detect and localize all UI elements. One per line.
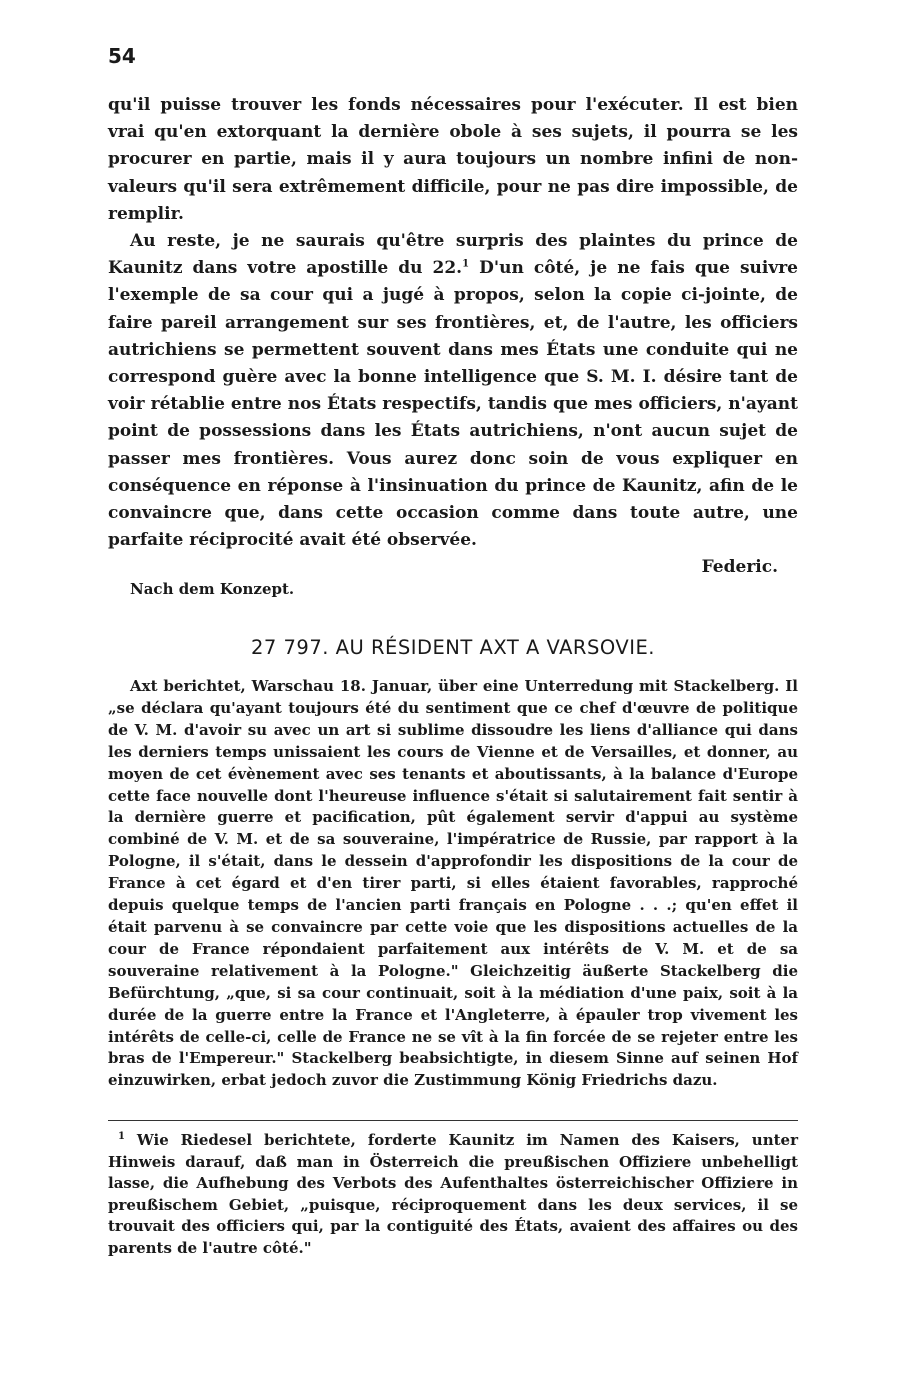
footnote-reference: 1: [462, 258, 470, 270]
summary-block: [108, 676, 798, 1092]
section-heading: 27 797. AU RÉSIDENT AXT A VARSOVIE.: [251, 636, 655, 659]
footnote-text: Wie Riedesel berichtete, forderte Kaunitz im Namen des Kaisers, unter Hinweis darauf, daß man in Österreich die preußischen Offiziere unbehelligt lasse, die Aufhebung des Verbots des Aufenthaltes österreichischer Offiziere in preußischem Gebiet, „puisque, réciproquement dans les deux services, il se trouvait des officiers qui, par la contiguité des États, avaient des affaires ou des parents de l'autre côté.": [108, 1131, 798, 1257]
footnote-block: [108, 1130, 798, 1260]
source-note: Nach dem Konzept.: [130, 580, 295, 598]
summary-paragraph: Axt berichtet, Warschau 18. Januar, über eine Unterredung mit Stackelberg. Il „se déclara qu'ayant toujours été du sentiment que ce chef d'œuvre de politique de V. M. d'avoir su avec un art si sublime dissoudre les liens d'alliance qui dans les derniers temps unissaient les cours de Vienne et de Versailles, et donner, au moyen de cet évènement avec ses tenants et aboutissants, à la balance d'Europe cette face nouvelle dont l'heureuse influence s'était si salutairement fait sentir à la dernière guerre et pacification, pût également servir d'appui au système combiné de V. M. et de sa souveraine, l'impératrice de Russie, par rapport à la Pologne, il s'était, dans le dessein d'approfondir les dispositions de la cour de France à cet égard et d'en tirer parti, si elles étaient favorables, rapproché depuis quelque temps de l'ancien parti français en Pologne . . .; qu'en effet il était parvenu à se convaincre par cette voie que les dispositions actuelles de la cour de France répondaient parfaitement aux intérêts de V. M. et de sa souveraine relativement à la Pologne." Gleichzeitig äußerte Stackelberg die Befürchtung, „que, si sa cour continuait, soit à la médiation d'une paix, soit à la durée de la guerre entre la France et l'Angleterre, à épauler trop vivement les intérêts de celle-ci, celle de France ne se vît à la fin forcée de se rejeter entre les bras de l'Empereur." Stackelberg beabsichtigte, in diesem Sinne auf seinen Hof einzuwirken, erbat jedoch zuvor die Zustimmung König Friedrichs dazu.: [108, 677, 798, 1090]
signature: Federic.: [701, 557, 778, 578]
letter-body: [108, 92, 798, 582]
page-number: 54: [108, 44, 136, 68]
footnote-divider: [108, 1120, 798, 1121]
letter-paragraph-2-text-b: D'un côté, je ne fais que suivre l'exemple de sa cour qui a jugé à propos, selon la copie ci-jointe, de faire pareil arrangement sur ses frontières, et, de l'autre, les officiers autrichiens se permettent souvent dans mes États une conduite qui ne correspond guère avec la bonne intelligence que S. M. I. désire tant de voir rétablie entre nos États respectifs, tandis que mes officiers, n'ayant point de possessions dans les États autrichiens, n'ont aucun sujet de passer mes frontières. Vous aurez donc soin de vous expliquer en conséquence en réponse à l'insinuation du prince de Kaunitz, afin de le convaincre que, dans cette occasion comme dans toute autre, une parfaite réciprocité avait été observée.: [108, 258, 798, 551]
letter-paragraph-1: qu'il puisse trouver les fonds nécessaires pour l'exécuter. Il est bien vrai qu'en extorquant la dernière obole à ses sujets, il pourra se les procurer en partie, mais il y aura toujours un nombre infini de non-valeurs qu'il sera extrêmement difficile, pour ne pas dire impossible, de remplir.: [108, 95, 798, 224]
footnote-paragraph: [108, 1130, 798, 1260]
footnote-marker: 1: [118, 1131, 125, 1142]
letter-paragraph-2-text-a: Au reste, je ne saurais qu'être surpris des plaintes du prince de Kaunitz dans votre apostille du 22.: [108, 231, 798, 279]
letter-paragraph-2: [108, 228, 798, 554]
